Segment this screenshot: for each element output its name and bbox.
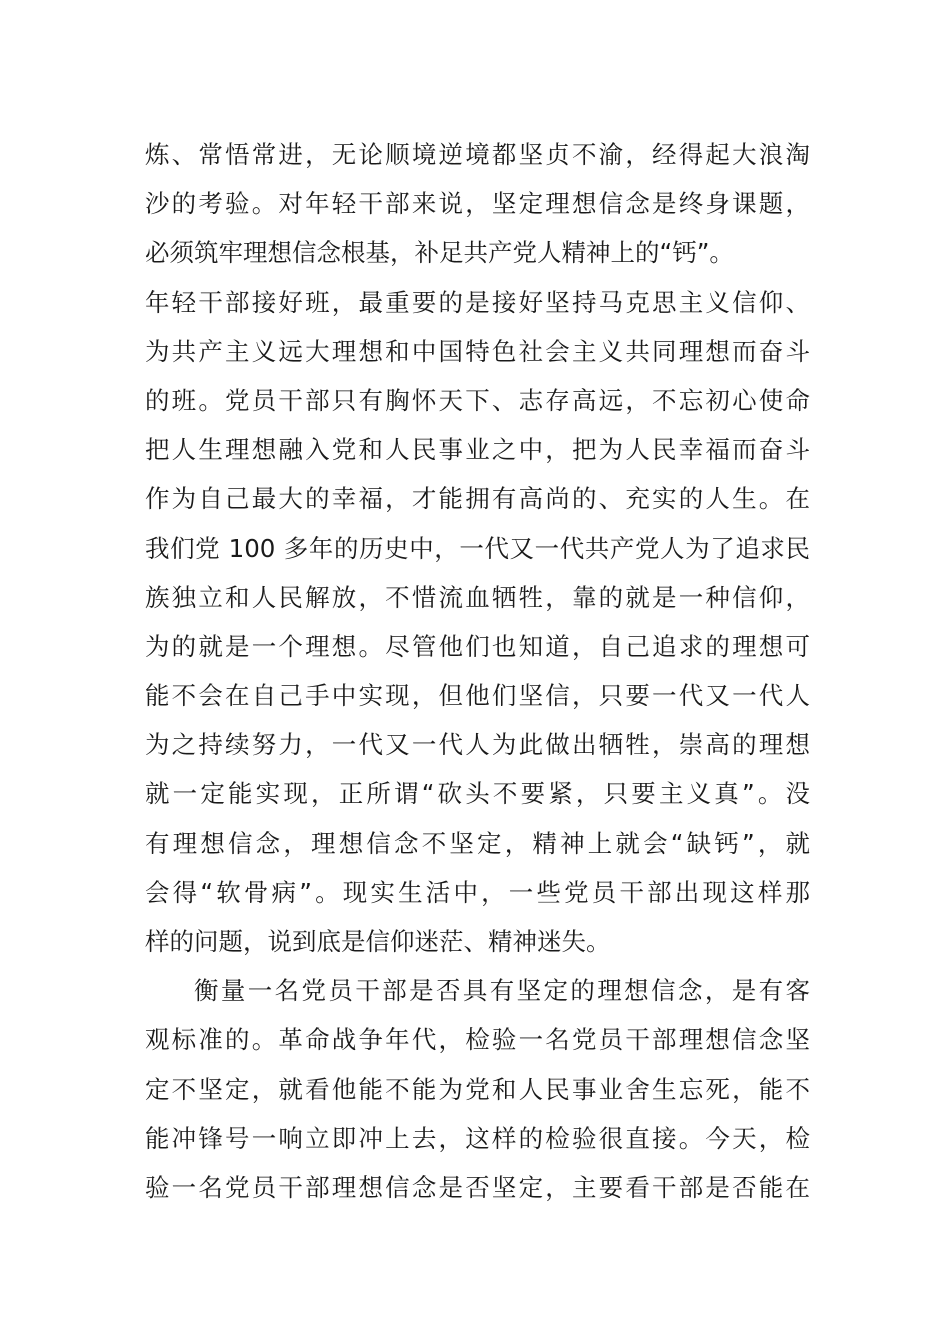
text-line: 能不会在自己手中实现，但他们坚信，只要一代又一代人: [145, 681, 810, 711]
text-line: 验一名党员干部理想信念是否坚定，主要看干部是否能在: [145, 1172, 810, 1202]
text-line: 把人生理想融入党和人民事业之中，把为人民幸福而奋斗: [145, 435, 810, 465]
text-line: 炼、常悟常进，无论顺境逆境都坚贞不渝，经得起大浪淘: [145, 140, 810, 169]
text-line: 年轻干部接好班，最重要的是接好坚持马克思主义信仰、: [145, 287, 810, 317]
document-body: [145, 130, 810, 1212]
text-line: 有理想信念，理想信念不坚定，精神上就会“缺钙”，就: [145, 828, 810, 858]
text-line: 为之持续努力，一代又一代人为此做出牺牲，崇高的理想: [145, 730, 810, 760]
text-line: 为共产主义远大理想和中国特色社会主义共同理想而奋斗: [145, 336, 810, 366]
text-line: 的班。党员干部只有胸怀天下、志存高远，不忘初心使命: [145, 385, 810, 415]
text-line: 我们党 100 多年的历史中，一代又一代共产党人为了追求民: [145, 533, 810, 563]
text-line: 观标准的。革命战争年代，检验一名党员干部理想信念坚: [145, 1025, 810, 1055]
text-line: 作为自己最大的幸福，才能拥有高尚的、充实的人生。在: [145, 484, 810, 514]
text-line: 样的问题，说到底是信仰迷茫、精神迷失。: [145, 927, 611, 956]
text-line: 会得“软骨病”。现实生活中，一些党员干部出现这样那: [145, 877, 810, 907]
text-line: 沙的考验。对年轻干部来说，坚定理想信念是终身课题，: [145, 189, 810, 219]
text-line: 能冲锋号一响立即冲上去，这样的检验很直接。今天，检: [145, 1123, 810, 1153]
text-line: 族独立和人民解放，不惜流血牺牲，靠的就是一种信仰，: [145, 582, 810, 612]
text-line: 必须筑牢理想信念根基，补足共产党人精神上的“钙”。: [145, 238, 734, 268]
text-line: 就一定能实现，正所谓“砍头不要紧，只要主义真”。没: [145, 779, 810, 809]
text-line: 为的就是一个理想。尽管他们也知道，自己追求的理想可: [145, 631, 810, 661]
text-line: 定不坚定，就看他能不能为党和人民事业舍生忘死，能不: [145, 1074, 810, 1104]
text-line: 衡量一名党员干部是否具有坚定的理想信念，是有客: [194, 976, 810, 1006]
